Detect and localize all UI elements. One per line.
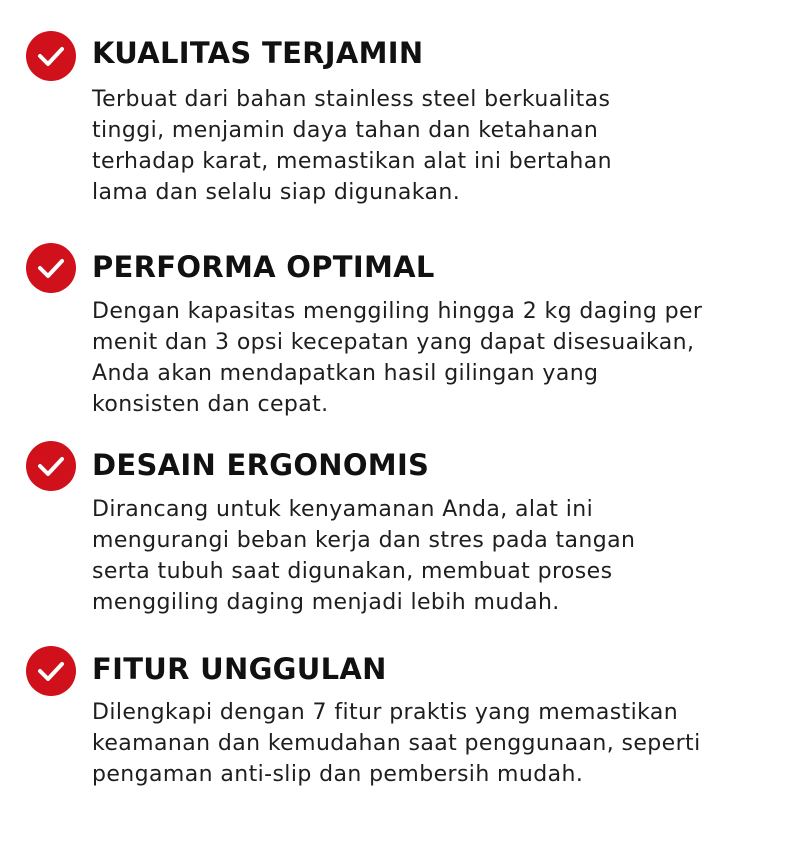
description-line: Terbuat dari bahan stainless steel berkualitas (92, 87, 611, 112)
feature-description (92, 494, 782, 618)
checkmark-icon (26, 646, 76, 696)
description-line: Dilengkapi dengan 7 fitur praktis yang memastikan (92, 700, 679, 725)
description-line: pengaman anti-slip dan pembersih mudah. (92, 762, 584, 787)
description-line: menit dan 3 opsi kecepatan yang dapat disesuaikan, (92, 330, 695, 355)
description-line: konsisten dan cepat. (92, 392, 329, 417)
feature-title: DESAIN ERGONOMIS (92, 448, 430, 482)
description-line: terhadap karat, memastikan alat ini bertahan (92, 149, 612, 174)
description-line: Anda akan mendapatkan hasil gilingan yang (92, 361, 599, 386)
feature-title: KUALITAS TERJAMIN (92, 36, 424, 70)
feature-description (92, 296, 782, 420)
checkmark-icon (26, 243, 76, 293)
description-line: Dengan kapasitas menggiling hingga 2 kg daging per (92, 299, 703, 324)
description-line: lama dan selalu siap digunakan. (92, 180, 461, 205)
description-line: Dirancang untuk kenyamanan Anda, alat ini (92, 497, 594, 522)
checkmark-icon (26, 441, 76, 491)
feature-description (92, 84, 782, 208)
description-line: mengurangi beban kerja dan stres pada tangan (92, 528, 636, 553)
description-line: menggiling daging menjadi lebih mudah. (92, 590, 560, 615)
description-line: keamanan dan kemudahan saat penggunaan, seperti (92, 731, 701, 756)
feature-title: PERFORMA OPTIMAL (92, 250, 435, 284)
description-line: serta tubuh saat digunakan, membuat proses (92, 559, 613, 584)
feature-description (92, 697, 782, 790)
description-line: tinggi, menjamin daya tahan dan ketahanan (92, 118, 599, 143)
checkmark-icon (26, 31, 76, 81)
feature-title: FITUR UNGGULAN (92, 652, 387, 686)
